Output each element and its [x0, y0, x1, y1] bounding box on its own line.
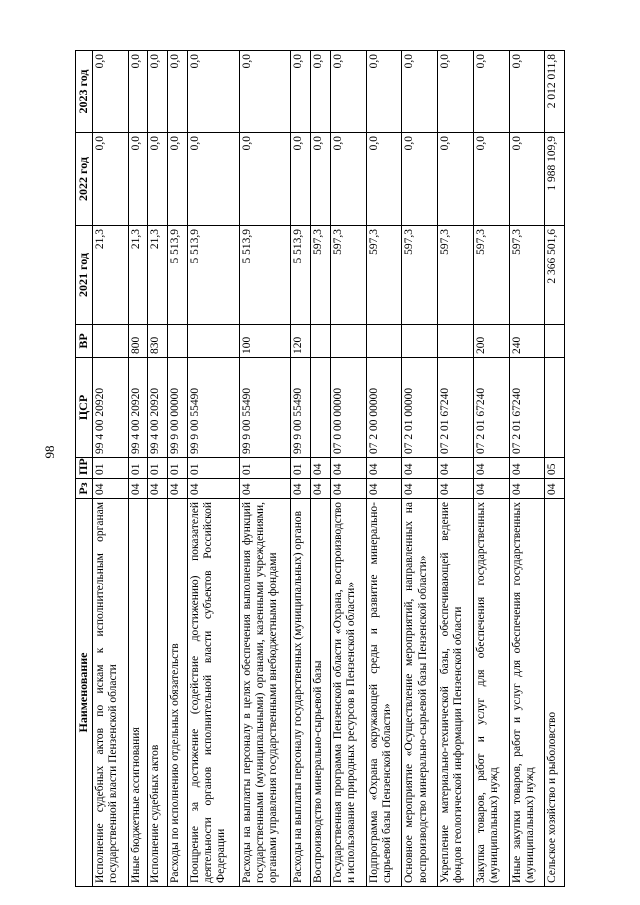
- row-pr: 01: [168, 458, 188, 479]
- row-csr: 07 2 01 67240: [473, 358, 509, 458]
- row-2022: 0,0: [330, 133, 366, 226]
- row-2023: 0,0: [148, 51, 168, 133]
- row-2023: 0,0: [311, 51, 331, 133]
- row-2021: 5 513,9: [187, 226, 239, 325]
- row-2023: 0,0: [168, 51, 188, 133]
- row-2022: 0,0: [402, 133, 438, 226]
- row-pr: 01: [92, 458, 128, 479]
- row-rz: 04: [291, 479, 311, 499]
- row-rz: 04: [473, 479, 509, 499]
- row-rz: 04: [187, 479, 239, 499]
- row-2023: 0,0: [438, 51, 474, 133]
- row-2023: 0,0: [92, 51, 128, 133]
- row-2022: 0,0: [473, 133, 509, 226]
- row-pr: 04: [438, 458, 474, 479]
- row-2021: 2 366 501,6: [545, 226, 565, 325]
- row-2021: 597,3: [311, 226, 331, 325]
- row-csr: 99 9 00 00000: [168, 358, 188, 458]
- row-2023: 0,0: [509, 51, 545, 133]
- row-csr: [545, 358, 565, 458]
- row-2021: 5 513,9: [239, 226, 291, 325]
- header-rz: Рз: [76, 479, 93, 499]
- header-pr: ПР: [76, 458, 93, 479]
- row-vr: [187, 325, 239, 358]
- row-name: Расходы на выплаты персоналу государственных (муниципальных) органов: [291, 499, 311, 887]
- row-csr: 99 9 00 55490: [291, 358, 311, 458]
- row-vr: 800: [128, 325, 148, 358]
- row-2021: 21,3: [92, 226, 128, 325]
- row-2022: 0,0: [311, 133, 331, 226]
- row-csr: 07 2 01 67240: [438, 358, 474, 458]
- row-2021: 597,3: [330, 226, 366, 325]
- header-name: Наименование: [76, 499, 93, 887]
- row-pr: 01: [148, 458, 168, 479]
- row-rz: 04: [509, 479, 545, 499]
- row-vr: [311, 325, 331, 358]
- table-row: [148, 51, 168, 887]
- row-2022: 0,0: [438, 133, 474, 226]
- header-2023: 2023 год: [76, 51, 93, 133]
- header-2021: 2021 год: [76, 226, 93, 325]
- row-rz: 04: [330, 479, 366, 499]
- row-name: Иные бюджетные ассигнования: [128, 499, 148, 887]
- budget-table-container: [75, 51, 565, 887]
- header-2022: 2022 год: [76, 133, 93, 226]
- table-row: [402, 51, 438, 887]
- row-vr: 100: [239, 325, 291, 358]
- row-rz: 04: [545, 479, 565, 499]
- row-name: Иные закупки товаров, работ и услуг для обеспечения государственных (муниципальных) нужд: [509, 499, 545, 887]
- table-row: [291, 51, 311, 887]
- row-name: Закупка товаров, работ и услуг для обеспечения государственных (муниципальных) нужд: [473, 499, 509, 887]
- table-row: [239, 51, 291, 887]
- row-name: Расходы по исполнению отдельных обязательств: [168, 499, 188, 887]
- row-name: Подпрограмма «Охрана окружающей среды и развитие минерально-сырьевой базы Пензенской области»: [366, 499, 402, 887]
- row-pr: 01: [239, 458, 291, 479]
- row-2022: 0,0: [128, 133, 148, 226]
- row-vr: [438, 325, 474, 358]
- row-vr: [330, 325, 366, 358]
- row-vr: 240: [509, 325, 545, 358]
- row-2021: 5 513,9: [291, 226, 311, 325]
- row-2022: 0,0: [509, 133, 545, 226]
- row-csr: 07 0 00 00000: [330, 358, 366, 458]
- row-name: Исполнение судебных актов: [148, 499, 168, 887]
- row-name: Основное мероприятие «Осуществление мероприятий, направленных на воспроизводство минерально-сырьевой базы Пензенской области»: [402, 499, 438, 887]
- row-csr: 99 4 00 20920: [92, 358, 128, 458]
- table-row: [509, 51, 545, 887]
- row-2022: 0,0: [239, 133, 291, 226]
- row-pr: 01: [291, 458, 311, 479]
- table-row: [545, 51, 565, 887]
- row-name: Укрепление материально-технической базы, обеспечивающей ведение фондов геологической информации Пензенской области: [438, 499, 474, 887]
- row-pr: 05: [545, 458, 565, 479]
- row-pr: 04: [366, 458, 402, 479]
- row-2023: 0,0: [239, 51, 291, 133]
- row-2023: 0,0: [291, 51, 311, 133]
- row-pr: 01: [187, 458, 239, 479]
- row-pr: 04: [473, 458, 509, 479]
- row-rz: 04: [366, 479, 402, 499]
- row-name: Исполнение судебных актов по искам к исполнительным органам государственной власти Пензенской области: [92, 499, 128, 887]
- table-row: [366, 51, 402, 887]
- row-2021: 5 513,9: [168, 226, 188, 325]
- row-name: Воспроизводство минерально-сырьевой базы: [311, 499, 331, 887]
- row-2022: 0,0: [148, 133, 168, 226]
- row-csr: [311, 358, 331, 458]
- row-vr: [92, 325, 128, 358]
- page-number: 98: [42, 445, 57, 459]
- table-header-row: [76, 51, 93, 887]
- row-rz: 04: [311, 479, 331, 499]
- row-rz: 04: [92, 479, 128, 499]
- row-rz: 04: [402, 479, 438, 499]
- row-2021: 597,3: [509, 226, 545, 325]
- row-2023: 2 012 011,8: [545, 51, 565, 133]
- row-vr: 120: [291, 325, 311, 358]
- row-csr: 07 2 01 00000: [402, 358, 438, 458]
- row-2021: 21,3: [128, 226, 148, 325]
- row-csr: 07 2 00 00000: [366, 358, 402, 458]
- row-2021: 597,3: [438, 226, 474, 325]
- row-rz: 04: [438, 479, 474, 499]
- row-pr: 04: [311, 458, 331, 479]
- table-row: [92, 51, 128, 887]
- row-name: Расходы на выплаты персоналу в целях обеспечения выполнения функций государственными (муниципальными) органами, казенными учреждениями, органами управления государственными внебюджетными фондами: [239, 499, 291, 887]
- row-rz: 04: [128, 479, 148, 499]
- table-row: [473, 51, 509, 887]
- row-vr: [402, 325, 438, 358]
- row-vr: [545, 325, 565, 358]
- row-2021: 21,3: [148, 226, 168, 325]
- table-row: [311, 51, 331, 887]
- row-2023: 0,0: [187, 51, 239, 133]
- row-vr: [168, 325, 188, 358]
- row-pr: 01: [128, 458, 148, 479]
- table-row: [168, 51, 188, 887]
- row-2022: 1 988 109,9: [545, 133, 565, 226]
- row-2023: 0,0: [473, 51, 509, 133]
- row-rz: 04: [168, 479, 188, 499]
- row-2021: 597,3: [473, 226, 509, 325]
- row-pr: 04: [402, 458, 438, 479]
- table-row: [187, 51, 239, 887]
- row-name: Государственная программа Пензенской области «Охрана, воспроизводство и использование природных ресурсов в Пензенской области»: [330, 499, 366, 887]
- row-csr: 07 2 01 67240: [509, 358, 545, 458]
- row-2022: 0,0: [291, 133, 311, 226]
- row-name: Поощрение за достижение (содействие достижению) показателей деятельности органов исполнительной власти субъектов Российской Федерации: [187, 499, 239, 887]
- row-2021: 597,3: [402, 226, 438, 325]
- row-2022: 0,0: [187, 133, 239, 226]
- row-csr: 99 4 00 20920: [148, 358, 168, 458]
- row-2023: 0,0: [128, 51, 148, 133]
- row-csr: 99 9 00 55490: [187, 358, 239, 458]
- table-row: [330, 51, 366, 887]
- header-csr: ЦСР: [76, 358, 93, 458]
- header-vr: ВР: [76, 325, 93, 358]
- row-pr: 04: [509, 458, 545, 479]
- row-2023: 0,0: [402, 51, 438, 133]
- row-csr: 99 4 00 20920: [128, 358, 148, 458]
- row-2023: 0,0: [366, 51, 402, 133]
- table-row: [438, 51, 474, 887]
- budget-table: [75, 50, 565, 887]
- row-pr: 04: [330, 458, 366, 479]
- row-rz: 04: [239, 479, 291, 499]
- row-name: Сельское хозяйство и рыболовство: [545, 499, 565, 887]
- row-2022: 0,0: [366, 133, 402, 226]
- row-2023: 0,0: [330, 51, 366, 133]
- row-vr: 830: [148, 325, 168, 358]
- row-vr: [366, 325, 402, 358]
- row-vr: 200: [473, 325, 509, 358]
- row-rz: 04: [148, 479, 168, 499]
- row-2021: 597,3: [366, 226, 402, 325]
- row-2022: 0,0: [168, 133, 188, 226]
- row-csr: 99 9 00 55490: [239, 358, 291, 458]
- row-2022: 0,0: [92, 133, 128, 226]
- table-row: [128, 51, 148, 887]
